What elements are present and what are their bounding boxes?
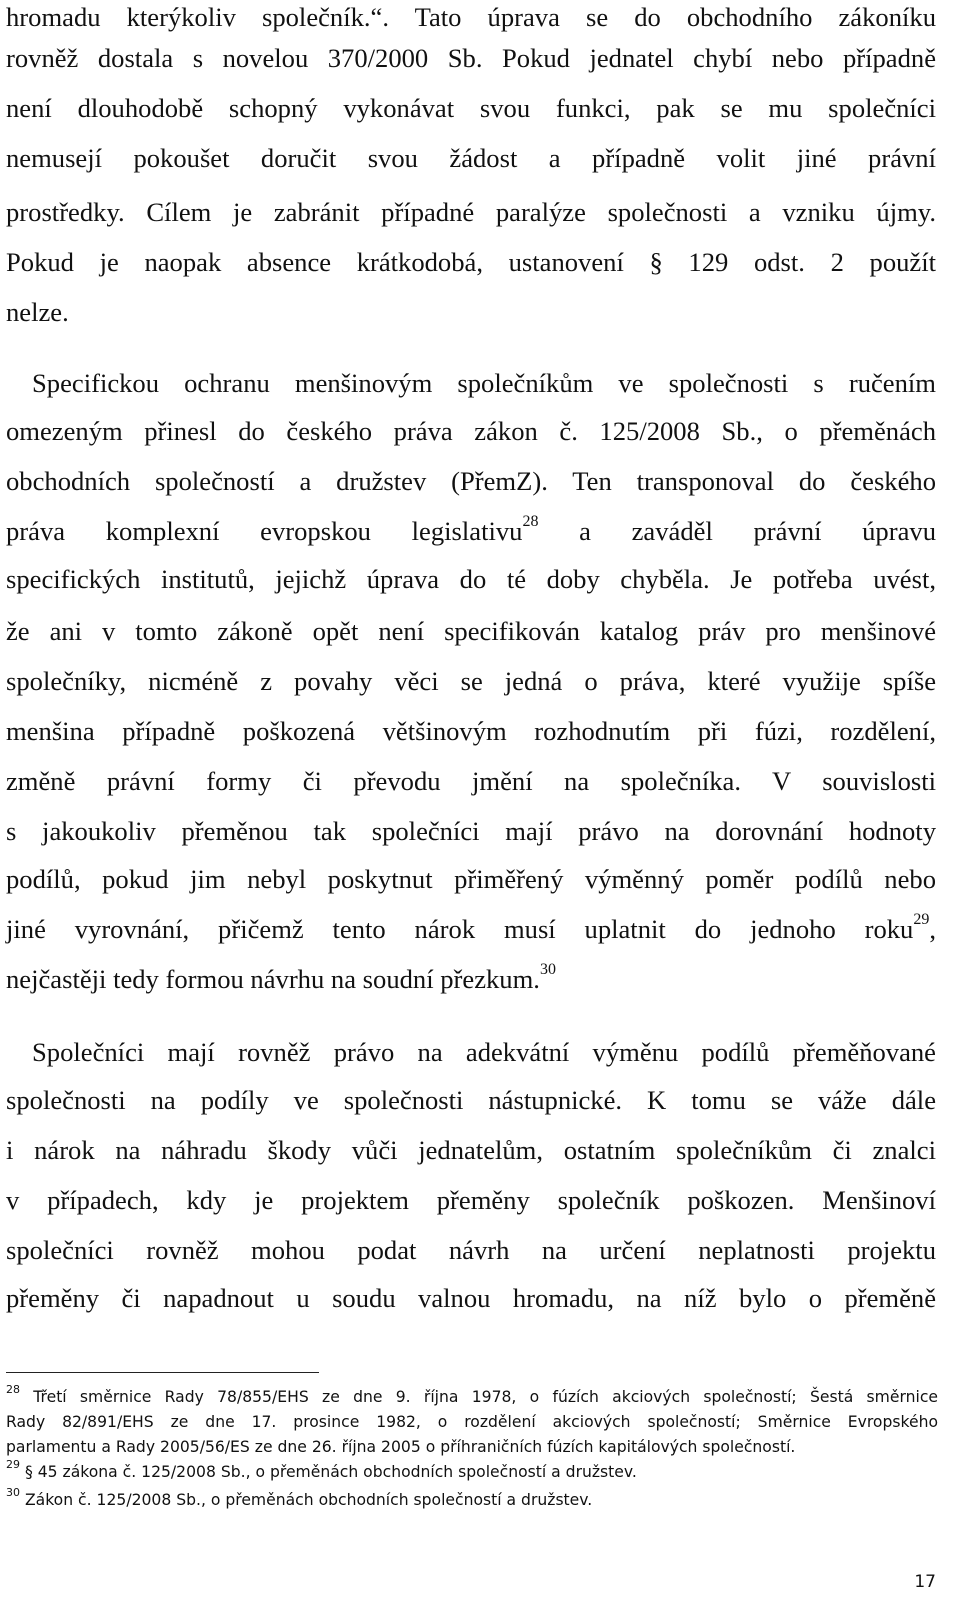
body-line-part: , bbox=[929, 914, 936, 944]
footnote-number: 30 bbox=[6, 1485, 20, 1499]
body-line: nemusejí pokoušet doručit svou žádost a případně volit jiné právní bbox=[6, 143, 936, 173]
body-line: i nárok na náhradu škody vůči jednatelům, ostatním společníkům či znalci bbox=[6, 1135, 936, 1165]
body-line-part: nejčastěji tedy formou návrhu na soudní přezkum. bbox=[6, 964, 540, 994]
body-line: Pokud je naopak absence krátkodobá, ustanovení § 129 odst. 2 použít bbox=[6, 247, 936, 277]
body-line: společníky, nicméně z povahy věci se jedná o práva, které využije spíše bbox=[6, 666, 936, 696]
footnote-reference[interactable]: 29 bbox=[913, 911, 930, 929]
body-line-with-footnote bbox=[6, 962, 936, 996]
body-line-part: a zaváděl právní úpravu bbox=[579, 516, 936, 546]
body-line: s jakoukoliv přeměnou tak společníci mají právo na dorovnání hodnoty bbox=[6, 816, 936, 846]
body-line: v případech, kdy je projektem přeměny společník poškozen. Menšinoví bbox=[6, 1185, 936, 1215]
body-line: změně právní formy či převodu jmění na společníka. V souvislosti bbox=[6, 766, 936, 796]
footnote-line bbox=[6, 1382, 938, 1408]
body-line-with-footnote bbox=[6, 912, 936, 946]
footnote-number: 28 bbox=[6, 1382, 20, 1396]
body-line: že ani v tomto zákoně opět není specifikován katalog práv pro menšinové bbox=[6, 616, 936, 646]
body-line-part: práva komplexní evropskou legislativu bbox=[6, 516, 523, 546]
footnote-line: Rady 82/891/EHS ze dne 17. prosince 1982, o rozdělení akciových společností; Směrnice Evropského bbox=[6, 1413, 938, 1431]
footnote-line bbox=[6, 1457, 938, 1483]
body-line: společnosti na podíly ve společnosti nástupnické. K tomu se váže dále bbox=[6, 1085, 936, 1115]
footnote-line bbox=[6, 1485, 938, 1511]
footnote-separator bbox=[6, 1372, 319, 1373]
footnote-number: 29 bbox=[6, 1457, 20, 1471]
body-line: obchodních společností a družstev (PřemZ). Ten transponoval do českého bbox=[6, 466, 936, 496]
body-line: Společníci mají rovněž právo na adekvátní výměnu podílů přeměňované bbox=[32, 1037, 936, 1067]
body-line: společníci rovněž mohou podat návrh na určení neplatnosti projektu bbox=[6, 1235, 936, 1265]
footnote-reference[interactable]: 28 bbox=[522, 513, 539, 531]
body-line: přeměny či napadnout u soudu valnou hromadu, na níž bylo o přeměně bbox=[6, 1283, 936, 1313]
footnote-text: Zákon č. 125/2008 Sb., o přeměnách obchodních společností a družstev. bbox=[24, 1491, 593, 1509]
body-line: omezeným přinesl do českého práva zákon č. 125/2008 Sb., o přeměnách bbox=[6, 416, 936, 446]
page-number: 17 bbox=[914, 1572, 936, 1592]
body-line: Specifickou ochranu menšinovým společníkům ve společnosti s ručením bbox=[32, 368, 936, 398]
body-line: podílů, pokud jim nebyl poskytnut přiměřený výměnný poměr podílů nebo bbox=[6, 864, 936, 894]
body-line: prostředky. Cílem je zabránit případné paralýze společnosti a vzniku újmy. bbox=[6, 197, 936, 227]
body-line: rovněž dostala s novelou 370/2000 Sb. Pokud jednatel chybí nebo případně bbox=[6, 43, 936, 73]
footnote-text: Třetí směrnice Rady 78/855/EHS ze dne 9. října 1978, o fúzích akciových společností; Šestá směrnice bbox=[33, 1388, 938, 1406]
footnote-line: parlamentu a Rady 2005/56/ES ze dne 26. října 2005 o příhraničních fúzích kapitálových společností. bbox=[6, 1438, 796, 1456]
body-line: není dlouhodobě schopný vykonávat svou funkci, pak se mu společníci bbox=[6, 93, 936, 123]
body-line-with-footnote bbox=[6, 514, 936, 548]
body-line: menšina případně poškozená většinovým rozhodnutím při fúzi, rozdělení, bbox=[6, 716, 936, 746]
footnote-text: § 45 zákona č. 125/2008 Sb., o přeměnách obchodních společností a družstev. bbox=[24, 1463, 637, 1481]
body-line: hromadu kterýkoliv společník.“. Tato úprava se do obchodního zákoníku bbox=[6, 2, 936, 32]
footnote-reference[interactable]: 30 bbox=[539, 961, 556, 979]
body-line: specifických institutů, jejichž úprava do té doby chyběla. Je potřeba uvést, bbox=[6, 564, 936, 594]
body-line: nelze. bbox=[6, 297, 69, 327]
body-line-part: jiné vyrovnání, přičemž tento nárok musí uplatnit do jednoho roku bbox=[6, 914, 914, 944]
